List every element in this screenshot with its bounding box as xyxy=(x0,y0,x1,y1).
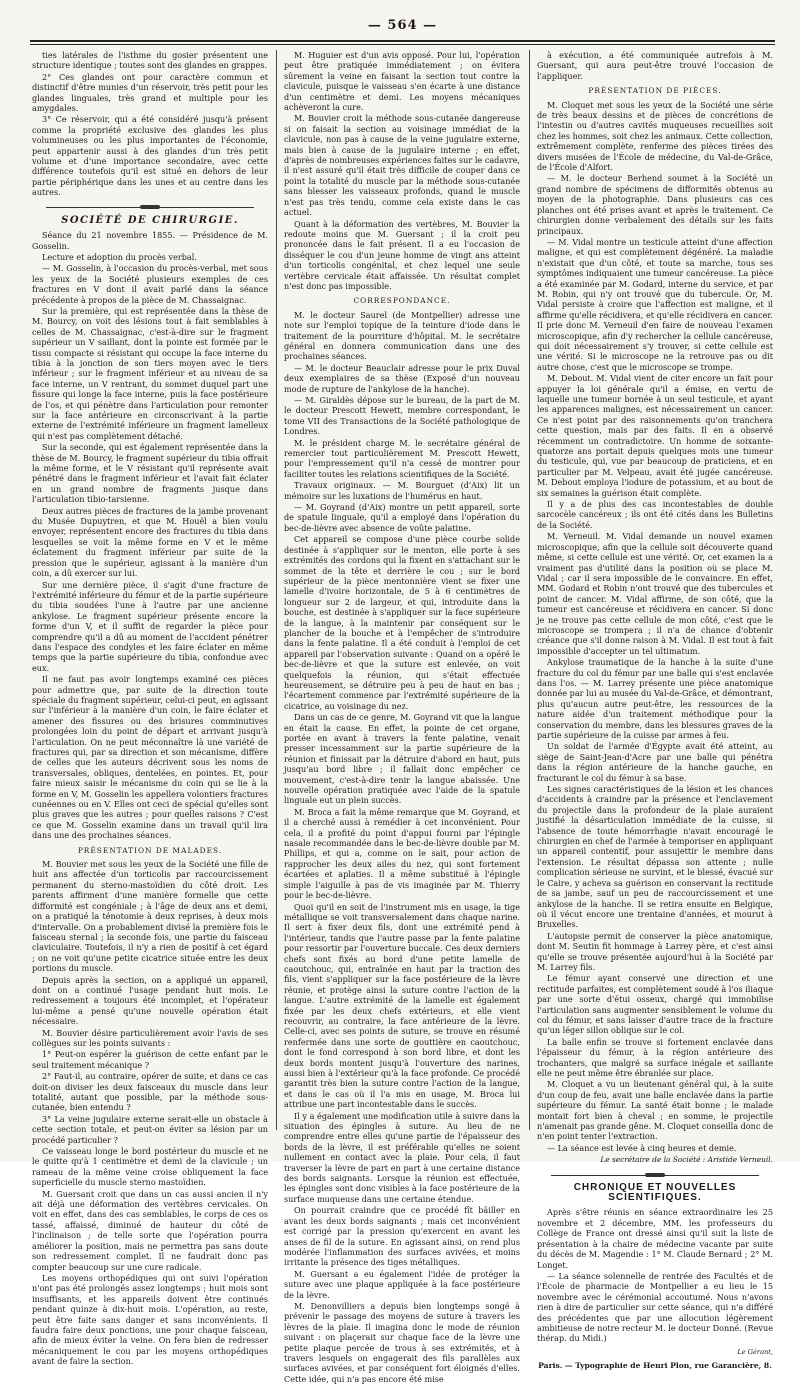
paragraph: Sur la seconde, qui est également représentée dans la thèse de M. Bourcy, le fragment supérieur du tibia offrait la même forme, et le V résistant qu'il représente avait pénétré dans le fragment inférieur et l'avait fait éclater en un grand nombre de fragments jusque dans l'articulation tibio-tarsienne. xyxy=(32,442,268,505)
paragraph: M. le docteur Saurel (de Montpellier) adresse une note sur l'emploi topique de la teinture d'iode dans le traitement de la pourriture d'hôpital. M. le secrétaire général en donnera communication dans une des prochaines séances. xyxy=(284,309,520,362)
paragraph: Un soldat de l'armée d'Égypte avait été atteint, au siège de Saint-Jean-d'Acre par une balle qui pénétra dans la région antérieure de la hanche gauche, en fracturant le col du fémur à sa base. xyxy=(537,741,773,783)
column-right xyxy=(537,50,773,1371)
page-header xyxy=(30,18,775,40)
paragraph: On pourrait craindre que ce procédé fît bâiller en avant les deux bords saignants ; mais cet inconvénient est corrigé par la pression qu'exercent en avant les anses de fil de la suture. En agissant ainsi, on rend plus modérée l'inflammation des surfaces avivées, et moins irritante la présence des tiges métalliques. xyxy=(284,1205,520,1268)
paragraph: — M. Vidal montre un testicule atteint d'une affection maligne, et qui est complètement dégénéré. La maladie n'existait que d'un côté, et toute sa marche, tous ses symptômes indiquaient une tumeur cancéreuse. La pièce a été examinée par M. Godard, interne du service, et par M. Robin, qui n'y ont trouvé que du tubercule. Or, M. Vidal persiste à croire que l'affection est maligne, et il affirme qu'elle récidivera, et qu'elle récidivera en cancer. Il prie donc M. Verneuil d'en faire de nouveau l'examen microscopique, afin d'y rechercher la cellule cancéreuse, qui doit nécessairement s'y trouver, si cette cellule est une vérité. Si le microscope ne la retrouve pas ou dit autre chose, c'est que le microscope se trompe. xyxy=(537,236,773,372)
page-number: — 564 — xyxy=(367,18,438,33)
paragraph: Depuis après la section, on a appliqué un appareil, dont on a continué l'usage pendant huit mois. Le redressement a toujours été incomplet, et l'opérateur lui-même a pensé qu'une nouvelle opération était nécessaire. xyxy=(32,974,268,1027)
chronicle-title: CHRONIQUE ET NOUVELLES SCIENTIFIQUES. xyxy=(573,1181,737,1204)
paragraph: 1° Peut-on espérer la guérison de cette enfant par le seul traitement mécanique ? xyxy=(32,1049,268,1070)
paragraph: L'autopsie permit de conserver la pièce anatomique, dont M. Seutin fit hommage à Larrey père, et c'est ainsi qu'elle se trouve présentée aujourd'hui à la Société par M. Larrey fils. xyxy=(537,930,773,972)
paragraph: 3° Ce réservoir, qui a été considéré jusqu'à présent comme la propriété exclusive des glandes les plus volumineuses ou les plus importantes de l'économie, peut appartenir aussi à des glandes d'un très petit volume et d'une importance secondaire, avec cette différence toutefois qu'il est situé en dehors de leur partie périphérique dans les unes et au centre dans les autres. xyxy=(32,114,268,198)
paragraph: Dans un cas de ce genre, M. Goyrand vit que la langue en était la cause. En effet, la pointe de cet organe, portée en avant à travers la fente palatine, venait presser incessamment sur la partie supérieure de la réunion et finissait par la détruire d'abord en haut, puis jusqu'au bord libre ; il fallait donc empêcher ce mouvement, c'est-à-dire tenir la langue abaissée. Une nouvelle opération pratiquée avec l'aide de la spatule linguale eut un plein succès. xyxy=(284,712,520,806)
column-left xyxy=(32,50,268,1367)
paragraph: M. Huguier est d'un avis opposé. Pour lui, l'opération peut être pratiquée immédiatement ; on évitera sûrement la veine en faisant la section tout contre la clavicule, puisque le vaisseau s'en écarte à une distance d'un centimètre et demi. Les moyens mécaniques achèveront la cure. xyxy=(284,50,520,113)
section-divider xyxy=(551,1172,759,1179)
header-rule-thin xyxy=(30,44,775,45)
paragraph: — M. Goyrand (d'Aix) montre un petit appareil, sorte de spatule linguale, qu'il a employé dans l'opération du bec-de-lièvre avec absence de voûte palatine. xyxy=(284,502,520,533)
paragraph: Sur la première, qui est représentée dans la thèse de M. Bourcy, on voit des lésions tout à fait semblables à celles de M. Chassaignac, c'est-à-dire sur le fragment supérieur un V saillant, dont la pointe est formée par le tissu compacte si résistant qui occupe la face interne du tibia à la jonction de son tiers moyen avec le tiers inférieur ; sur le fragment inférieur et au niveau de sa face interne, un V rentrant, du sommet duquel part une fissure qui longe la face interne, puis la face postérieure de l'os, et qui pénètre dans l'articulation pour remonter sur la face antérieure en circonscrivant à la partie externe de l'extrémité inférieure un fragment lamelleux qui n'est pas complètement détaché. xyxy=(32,305,268,441)
header-rule xyxy=(30,40,775,42)
subsection-title: CORRESPONDANCE. xyxy=(353,296,451,306)
paragraph: M. Verneuil. M. Vidal demande un nouvel examen microscopique, afin que la cellule soit découverte quand même, si cette cellule est une vérité. Or, cet examen la a vraiment pas d'utilité dans la position où se place M. Vidal ; car il sera impossible de le convaincre. En effet, MM. Godard et Robin n'ont trouvé que des tubercules et point de cancer. M. Vidal affirme, de son côté, que la tumeur est cancéreuse et récidivera en cancer. Si donc je ne trouve pas cette cellule de mon côté, c'est que le microscope se trompera ; il n'a de chance d'obtenir créance que s'il donne raison à M. Vidal. Il est tout à fait impossible d'accepter un tel ultimatum. xyxy=(537,531,773,656)
subsection-title: PRÉSENTATION DE PIÈCES. xyxy=(588,86,722,96)
paragraph: Quant à la déformation des vertèbres, M. Bouvier la redoute moins que M. Guersant ; il la croit peu prononcée dans le fait présent. Il a eu l'occasion de disséquer le cou d'un jeune homme de vingt ans atteint d'un torticolis congénital, et chez lequel une seule vertèbre cervicale était affaissée. Un résultat complet n'est donc pas impossible. xyxy=(284,218,520,291)
paragraph: 3° La veine jugulaire externe serait-elle un obstacle à cette section totale, et peut-on éviter sa lésion par un procédé particulier ? xyxy=(32,1113,268,1145)
paragraph: Il y a également une modification utile à suivre dans la situation des épingles à suture. Au lieu de ne comprendre entre elles qu'une partie de l'épaisseur des bords de la lèvre, il est préférable qu'elles ne soient nullement en contact avec la plaie. Pour cela, il faut traverser la lèvre de part en part à une certaine distance des bords saignants. Lorsque la réunion est effectuée, les épingles sont donc visibles à la face postérieure de la surface muqueuse dans une certaine étendue. xyxy=(284,1110,520,1204)
paragraph: 2° Faut-il, au contraire, opérer de suite, et dans ce cas doit-on diviser les deux faisceaux du muscle dans leur totalité, autant que possible, par la méthode sous-cutanée, bien entendu ? xyxy=(32,1071,268,1113)
paragraph: ties latérales de l'isthme du gosier présentent une structure identique ; toutes sont des glandes en grappes. xyxy=(32,50,268,71)
paragraph: M. le président charge M. le secrétaire général de remercier tout particulièrement M. Prescott Hewett, pour l'empressement qu'il n'a cessé de montrer pour faciliter toutes les relations scientifiques de la Société. xyxy=(284,437,520,479)
paragraph: Après s'être réunis en séance extraordinaire les 25 novembre et 2 décembre, MM. les professeurs du Collège de France ont dressé ainsi qu'il suit la liste de présentation à la chaire de médecine vacante par suite du décès de M. Magendie : 1° M. Claude Bernard ; 2° M. Longet. xyxy=(537,1207,773,1270)
paragraph: Il ne faut pas avoir longtemps examiné ces pièces pour admettre que, par suite de la direction toute spéciale du fragment supérieur, celui-ci peut, en agissant sur l'inférieur à la manière d'un coin, le faire éclater et amener des fissures ou des brisures comminutives prolongées loin du point de départ et arrivant jusqu'à l'articulation. On ne peut méconnaître là une variété de fractures qui, par sa direction et son mécanisme, diffère de celles que les auteurs décrivent sous les noms de transversales, obliques, dentelées, en pointes. Et, pour faire mieux saisir le mécanisme du coin qui se lie à la forme en V, M. Gosselin les appellera volontiers fractures cunéennes ou en V. Elles ont ceci de spécial qu'elles sont plus graves que les autres ; pour quelles raisons ? C'est ce que M. Gosselin examine dans un travail qu'il lira dans une des prochaines séances. xyxy=(32,674,268,841)
column-divider xyxy=(276,50,277,1130)
section-divider xyxy=(46,204,254,211)
secretary-signature: Le secrétaire de la Société : Aristide Verneuil. xyxy=(600,1155,773,1165)
paragraph: Le fémur ayant conservé une direction et une rectitude parfaites, est complètement soudé à l'os iliaque par une sorte d'étui osseux, chargé qui immobilise l'articulation sans augmenter sensiblement le volume du col du fémur, et sans laisser d'autre trace de la fracture qu'un léger sillon oblique sur le col. xyxy=(537,973,773,1036)
paragraph: M. Debout. M. Vidal vient de citer encore un fait pour appuyer la loi générale qu'il a émise, en vertu de laquelle une tumeur bornée à un seul testicule, et ayant les apparences malignes, est nécessairement un cancer. Ce n'est point par des raisonnements qu'on tranchera cette question, mais par des faits. Il en a observé récemment un contradictoire. Un homme de soixante-quatorze ans portait depuis quelques mois une tumeur du testicule, qui, vue par beaucoup de praticiens, et en particulier par M. Velpeau, avait été jugée cancéreuse. M. Debout employa l'iodure de potassium, et au bout de six semaines la guérison était complète. xyxy=(537,373,773,498)
paragraph: — M. Giraldès dépose sur le bureau, de la part de M. le docteur Prescott Hewett, membre correspondant, le tome VII des Transactions de la Société pathologique de Londres. xyxy=(284,395,520,437)
paragraph: Cet appareil se compose d'une pièce courbe solide destinée à s'appliquer sur le menton, elle porte à ses extrémités des cordons qui la fixent en s'attachant sur le sommet de la tête et derrière le cou ; sur le bord supérieur de la pièce mentonnière vient se fixer une lamelle d'ivoire horizontale, de 5 à 6 centimètres de longueur sur 2 de largeur, et qui, introduite dans la bouche, est destinée à s'appliquer sur la face supérieure de la langue, à la maintenir par conséquent sur le plancher de la bouche et à l'empêcher de s'introduire dans la fente palatine. Il a été conduit à l'emploi de cet appareil par l'observation suivante : Quand on a opéré le bec-de-lièvre et que la suture est enlevée, on voit quelquefois la réunion, qui s'était effectuée heureusement, se détruire peu à peu de haut en bas ; l'écartement commence par l'extrémité supérieure de la cicatrice, au voisinage du nez. xyxy=(284,534,520,711)
paragraph: à exécution, a été communiquée autrefois à M. Guersant, qui aura peut-être trouvé l'occasion de l'appliquer. xyxy=(537,50,773,81)
paragraph: M. Denonvilliers a depuis bien longtemps songé à prévenir le passage des moyens de suture à travers les lèvres de la plaie. Il imagina donc le mode de réunion suivant : on plaçerait sur chaque face de la lèvre une petite plaque percée de trous à ses extrémités, et à travers lesquels on engagerait des fils parallèles aux surfaces avivées, et par conséquent fort éloignés d'elles. Cette idée, qui n'a pas encore été mise xyxy=(284,1300,520,1384)
paragraph: — M. le docteur Beauclair adresse pour le prix Duval deux exemplaires de sa thèse (Exposé d'un nouveau mode de rupture de l'ankylose de la hanche). xyxy=(284,362,520,394)
manager-label: Le Gérant, xyxy=(737,1347,773,1356)
paragraph: M. Cloquet met sous les yeux de la Société une série de très beaux dessins et de pièces de concrétions de l'intestin ou d'autres cavités muqueuses recueillies soit chez les hommes, soit chez les animaux. Cette collection, extrêmement complète, renferme des pièces tirées des divers musées de l'École de médecine, du Val-de-Grâce, de l'École d'Alfort. xyxy=(537,99,773,173)
paragraph: 2° Ces glandes ont pour caractère commun et distinctif d'être munies d'un réservoir, très petit pour les glandes linguales, très grand et multiple pour les amygdales. xyxy=(32,71,268,114)
paragraph: Quoi qu'il en soit de l'instrument mis en usage, la tige métallique se voit transversalement dans chaque narine. Il sert à fixer deux fils, dont une extrémité pend à l'intérieur, tandis que l'autre passe par la fente palatine pour ressortir par l'ouverture buccale. Ces deux derniers chefs sont fixés au bord d'une petite lamelle de caoutchouc, qui, entraînée en haut par la traction des fils, vient s'appliquer sur la face postérieure de la lèvre réunie, et protège ainsi la suture contre l'action de la langue. L'autre extrémité de la lamelle est également fixée par les deux chefs extérieurs, et elle vient recouvrir, au contraire, la face antérieure de la lèvre. Celle-ci, avec ses points de suture, se trouve en résumé renfermée dans une sorte de gouttière en caoutchouc, dont le fond correspond à son bord libre, et dont les deux bords montent jusqu'à l'ouverture des narines, aussi bien à l'extérieur qu'à la face profonde. Ce procédé garantit très bien la suture contre l'action de la langue, et dans le cas où il l'a mis en usage, M. Broca lui attribue une part incontestable dans le succès. xyxy=(284,901,520,1110)
paragraph: M. Broca a fait la même remarque que M. Goyrand, et il a cherché aussi à remédier à cet inconvénient. Pour cela, il a profité du point d'appui fourni par l'épingle nasale recommandée dans le bec-de-lièvre double par M. Phillips, et qui a, comme on le sait, pour action de rapprocher les deux ailes du nez, qui sont fortement écartées et aplaties. Il a même substitué à l'épingle simple l'aiguille à pas de vis imaginée par M. Thierry pour le bec-de-lièvre. xyxy=(284,806,520,901)
paragraph: M. Bouvier met sous les yeux de la Société une fille de huit ans affectée d'un torticolis par raccourcissement permanent du sterno-mastoïdien du côté droit. Les parents affirment d'une manière formelle que cette difformité est congéniale ; à l'âge de deux ans et demi, on a pratiqué la ténotomie à deux reprises, à deux mois d'intervalle. On a probablement divisé la première fois le faisceau sternal ; la seconde fois, une partie du faisceau claviculaire. Toutefois, il n'y a rien de positif à cet égard ; on ne voit qu'une petite cicatrice située entre les deux portions du muscle. xyxy=(32,859,268,974)
paragraph: Sur une dernière pièce, il s'agit d'une fracture de l'extrémité inférieure du fémur et de la partie supérieure du tibia soudées l'une à l'autre par une ancienne ankylose. Le fragment supérieur présente encore la forme d'un V, et il suffit de regarder la pièce pour comprendre qu'il a dû au moment de l'accident pénétrer dans l'espace des condyles et les faire éclater en même temps que la partie supérieure du tibia, confondue avec eux. xyxy=(32,579,268,673)
paragraph: Ankylose traumatique de la hanche à la suite d'une fracture du col du fémur par une balle qui s'est enclavée dans l'os. — M. Larrey présente une pièce anatomique donnée par lui au musée du Val-de-Grâce, et démontrant, plus qu'aucun autre peut-être, les ressources de la nature aidée d'un traitement méthodique pour la conservation du membre, dans les blessures graves de la partie supérieure de la cuisse par armes à feu. xyxy=(537,657,773,740)
section-title: SOCIÉTÉ DE CHIRURGIE. xyxy=(61,214,239,226)
printer-imprint: Paris. — Typographie de Henri Plon, rue Garancière, 8. xyxy=(538,1361,772,1371)
paragraph: — La séance est levée à cinq heures et demie. xyxy=(547,1142,737,1153)
column-middle xyxy=(284,50,520,1384)
column-divider xyxy=(529,50,530,1130)
paragraph: Ce vaisseau longe le bord postérieur du muscle et ne le quitte qu'à 1 centimètre et demi de la clavicule ; un rameau de la même veine croise obliquement la face superficielle du muscle sterno mastoïdien. xyxy=(32,1146,268,1188)
paragraph: Travaux originaux. — M. Bourguet (d'Aix) lit un mémoire sur les luxations de l'humérus en haut. xyxy=(284,480,520,501)
paragraph: M. Bouvier désire particulièrement avoir l'avis de ses collègues sur les points suivants : xyxy=(32,1027,268,1048)
paragraph: Séance du 21 novembre 1855. — Présidence de M. Gosselin. xyxy=(32,230,268,251)
paragraph: M. Guersant croit que dans un cas aussi ancien il n'y ait déjà une déformation des vertèbres cervicales. On voit en effet, dans des cas semblables, le corps de ces os tassé, affaissé, diminué de hauteur du côté de l'inclinaison ; de telle sorte que l'opération pourra améliorer la position, mais ne permettra pas sans doute son redressement complet. Il ne faudrait donc pas compter beaucoup sur une cure radicale. xyxy=(32,1188,268,1272)
paragraph: La balle enfin se trouve si fortement enclavée dans l'épaisseur du fémur, à la région antérieure des trochanters, que malgré sa surface inégale et saillante elle ne peut même être ébranlée sur place. xyxy=(537,1036,773,1078)
paragraph: — M. le docteur Berhend soumet à la Société un grand nombre de spécimens de difformités obtenus au moyen de la photographie. Dans plusieurs cas ces planches ont été prises avant et après le traitement. Ce chirurgien donne verbalement des détails sur les faits principaux. xyxy=(537,173,773,236)
paragraph: Il y a de plus des cas incontestables de double sarcocèle cancéreux ; ils ont été cités dans les Bulletins de la Société. xyxy=(537,499,773,530)
subsection-title: PRÉSENTATION DE MALADES. xyxy=(77,845,223,855)
paragraph: Les moyens orthopédiques qui ont suivi l'opération n'ont pas été prolongés assez longtemps ; huit mois sont insuffisants, et les appareils doivent être continués pendant quinze à dix-huit mois. L'opération, au reste, peut être faite sans danger et sans inconvénients. Il faudra faire deux ponctions, une pour chaque faisceau, afin de mieux éviter la veine. On fera bien de redresser mécaniquement le cou par les moyens orthopédiques avant de faire la section. xyxy=(32,1272,268,1367)
paragraph: Les signes caractéristiques de la lésion et les chances d'accidents à craindre par la présence et l'enclavement du projectile dans la profondeur de la plaie auraient justifié la désarticulation immédiate de la cuisse, si l'absence de toute hémorrhagie n'avait encouragé le chirurgien en chef de l'armée à temporiser en appliquant un appareil contentif, pour assujettir le membre dans l'extension. Le résultat dépassa son attente ; nulle complication sérieuse ne survint, et le blessé, évacué sur le Caire, y acheva sa guérison en conservant la rectitude de sa jambe, sauf un peu de raccourcissement et une ankylose de la hanche. Il se retira ensuite en Belgique, où il vécut encore une trentaine d'années, et mourut à Bruxelles. xyxy=(537,784,773,930)
paragraph: — M. Gosselin, à l'occasion du procès-verbal, met sous les yeux de la Société plusieurs exemples de ces fractures en V dont il avait parlé dans la séance précédente à propos de la pièce de M. Chassaignac. xyxy=(32,263,268,305)
paragraph: M. Cloquet a vu un lieutenant général qui, à la suite d'un coup de feu, avait une balle enclavée dans la partie supérieure du fémur. La santé était bonne ; le malade montait fort bien à cheval ; en somme, le projectile n'amenait pas grande gêne. M. Cloquet conseilla donc de n'en point tenter l'extraction. xyxy=(537,1079,773,1142)
paragraph: Lecture et adoption du procès verbal. xyxy=(42,251,197,262)
paragraph: Deux autres pièces de fractures de la jambe provenant du Musée Dupuytren, et que M. Houël a bien voulu envoyer, représentent encore des fractures du tibia dans lesquelles se voit la même forme en V et le même éclatement du fragment inférieur par suite de la pression que le supérieur, agissant à la manière d'un coin, a dû exercer sur lui. xyxy=(32,505,268,579)
paragraph: M. Guersant a eu également l'idée de protéger la suture avec une plaque appliquée à la face postérieure de la lèvre. xyxy=(284,1268,520,1300)
paragraph: M. Bouvier croit la méthode sous-cutanée dangereuse si on faisait la section au voisinage immédiat de la clavicule, non pas à cause de la veine jugulaire externe, mais bien à cause de la jugulaire interne ; en effet, d'après de nombreuses expériences faites sur le cadavre, il n'est assuré qu'il était très difficile de couper dans ce point la totalité du muscle par la méthode sous-cutanée sans blesser les vaisseaux profonds, quand le muscle n'est pas très tendu, comme cela existe dans le cas actuel. xyxy=(284,113,520,218)
paragraph: — La séance solennelle de rentrée des Facultés et de l'École de pharmacie de Montpellier a eu lieu le 15 novembre avec le cérémonial accoutumé. Nous n'avons rien à dire de particulier sur cette séance, qui n'a différé des précédentes que par une allocution légèrement ambitieuse de notre recteur M. le docteur Donné. (Revue thérap. du Midi.) xyxy=(537,1270,773,1344)
